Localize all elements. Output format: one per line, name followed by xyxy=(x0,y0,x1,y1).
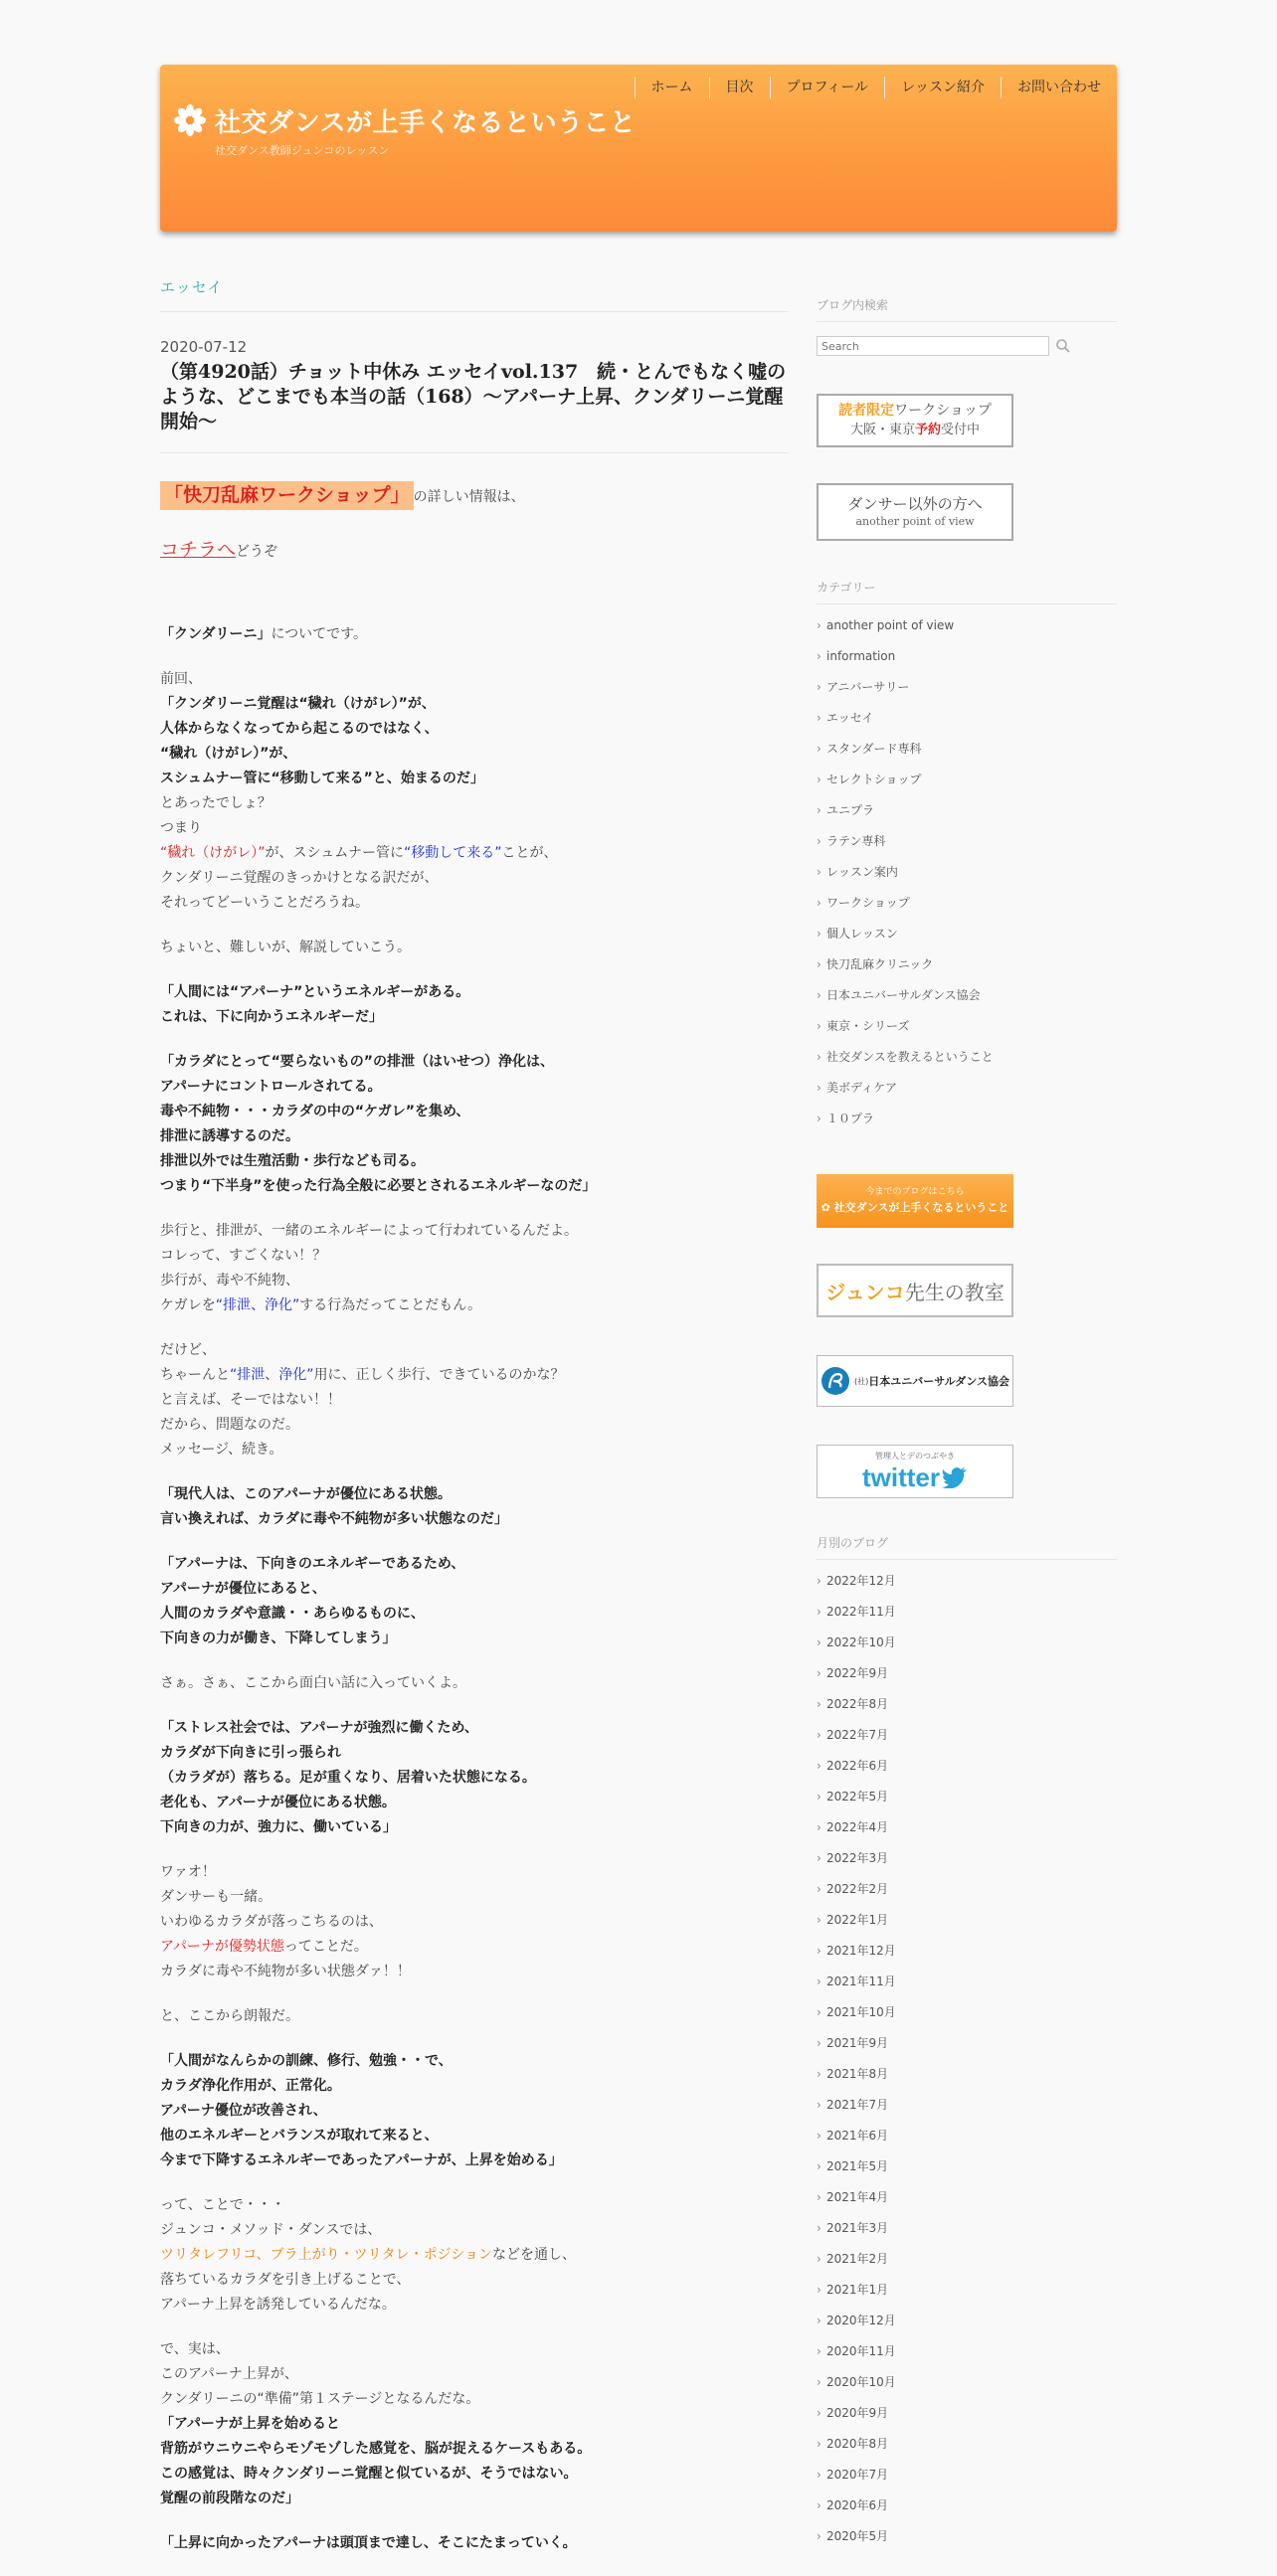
body-text: このアパーナ上昇が、 xyxy=(160,2366,298,2382)
site-header xyxy=(160,65,1117,232)
body-text: “穢れ（けがレ）”が、 xyxy=(160,746,297,762)
body-text: ジュンコ・メソッド・ダンスでは、 xyxy=(160,2222,382,2238)
category-item[interactable]: › アニバーサリー xyxy=(817,672,1117,703)
archive-item[interactable]: › 2021年4月 xyxy=(817,2182,1117,2213)
body-text: 用に、正しく歩行、できているのかな？ xyxy=(313,1367,565,1383)
banner-text: 管理人とデのつぶやき xyxy=(875,1452,955,1460)
body-text: （カラダが）落ちる。足が重くなり、居着いた状態になる。 xyxy=(160,1770,536,1786)
archive-item[interactable]: › 2021年10月 xyxy=(817,1997,1117,2028)
category-item[interactable]: › １０プラ xyxy=(817,1104,1117,1134)
category-item[interactable]: › information xyxy=(817,641,1117,672)
banner-text: (社) xyxy=(853,1376,869,1386)
body-text: 「アパーナが上昇を始めると xyxy=(160,2416,340,2432)
body-text: “排泄、浄化” xyxy=(230,1367,314,1383)
archive-item[interactable]: › 2020年6月 xyxy=(817,2490,1117,2521)
category-item[interactable]: › 個人レッスン xyxy=(817,919,1117,949)
body-text: 覚醒の前段階なのだ」 xyxy=(160,2490,299,2506)
body-text: 前回、 xyxy=(160,671,202,687)
body-text: する行為だってことだもん。 xyxy=(299,1297,482,1313)
archive-item[interactable]: › 2020年11月 xyxy=(817,2336,1117,2367)
category-item[interactable]: › 日本ユニバーサルダンス協会 xyxy=(817,980,1117,1011)
body-text: ワァオ！ xyxy=(160,1864,216,1880)
category-item[interactable]: › セレクトショップ xyxy=(817,765,1117,795)
body-text: これは、下に向かうエネルギーだ」 xyxy=(160,1009,383,1025)
archive-item[interactable]: › 2022年5月 xyxy=(817,1782,1117,1812)
category-title[interactable]: エッセイ xyxy=(160,278,224,296)
body-text: と言えば、そーではない！！ xyxy=(160,1392,341,1408)
body-text: と、ここから朗報だ。 xyxy=(160,2008,299,2024)
body-text: スシュムナー管に“移動して来る”と、始まるのだ」 xyxy=(160,771,484,786)
body-text: 「人間には“アパーナ”というエネルギーがある。 xyxy=(160,984,470,1000)
banner-text: 予約 xyxy=(914,423,941,437)
banner-text: 社交ダンスが上手くなるということ xyxy=(833,1201,1009,1214)
banner-text: 今までのブログはこちら xyxy=(865,1187,965,1197)
archive-item[interactable]: › 2021年3月 xyxy=(817,2213,1117,2244)
banner-text: ダンサー以外の方へ xyxy=(847,495,983,513)
body-text: 「現代人は、このアパーナが優位にある状態。 xyxy=(160,1486,452,1502)
archive-item[interactable]: › 2022年10月 xyxy=(817,1628,1117,1658)
nav-home[interactable]: ホーム xyxy=(635,77,709,98)
body-text: ってことだ。 xyxy=(283,1939,368,1955)
banner-text: twitter xyxy=(862,1462,940,1492)
body-text: つまり“下半身”を使った行為全般に必要とされるエネルギーなのだ」 xyxy=(160,1178,597,1194)
archive-item[interactable]: › 2022年6月 xyxy=(817,1751,1117,1782)
body-text: が、スシュムナー管に xyxy=(265,845,404,861)
body-text: アパーナにコントロールされてる。 xyxy=(160,1079,382,1095)
site-title[interactable]: 社交ダンスが上手くなるということ xyxy=(215,108,637,138)
nav-lessons[interactable]: レッスン紹介 xyxy=(884,77,1001,98)
body-text: 毒や不純物・・・カラダの中の“ケガレ”を集め、 xyxy=(160,1104,470,1119)
previous-blog-banner[interactable]: 今までのブログはこちら ✿ 社交ダンスが上手くなるということ xyxy=(817,1174,1013,1228)
body-text: 「クンダリーニ」 xyxy=(160,626,272,642)
body-text: この感覚は、時々クンダリーニ覚醒と似ているが、そうではない。 xyxy=(160,2466,578,2482)
flower-logo-icon xyxy=(174,104,206,136)
category-list xyxy=(817,610,1117,1134)
body-text: 歩行が、毒や不純物、 xyxy=(160,1273,299,1288)
archive-item[interactable]: › 2020年9月 xyxy=(817,2398,1117,2429)
archive-item[interactable]: › 2022年1月 xyxy=(817,1905,1117,1936)
body-text: 排泄以外では生殖活動・歩行なども司る。 xyxy=(160,1153,425,1169)
body-text: メッセージ、続き。 xyxy=(160,1442,283,1458)
body-text: ケガレを xyxy=(160,1297,216,1313)
body-text: カラダに毒や不純物が多い状態ダァ！！ xyxy=(160,1964,411,1979)
intro-text: どうぞ xyxy=(236,544,278,560)
junko-classroom-banner[interactable] xyxy=(817,1264,1013,1317)
body-text: ダンサーも一緒。 xyxy=(160,1889,273,1905)
post-body xyxy=(160,481,789,2556)
archive-item[interactable]: › 2021年2月 xyxy=(817,2244,1117,2275)
body-text: 落ちているカラダを引き上げることで、 xyxy=(160,2272,411,2288)
body-text: いわゆるカラダが落っこちるのは、 xyxy=(160,1914,383,1930)
body-text: 人間のカラダや意識・・あらゆるものに、 xyxy=(160,1606,425,1622)
category-item[interactable]: › another point of view xyxy=(817,610,1117,641)
body-text: クンダリーニの“準備”第１ステージとなるんだな。 xyxy=(160,2391,480,2407)
archive-item[interactable]: › 2021年12月 xyxy=(817,1936,1117,1967)
intro-text: の詳しい情報は、 xyxy=(413,489,525,505)
site-subtitle: 社交ダンス教師ジュンコのレッスン xyxy=(215,144,390,157)
search-form xyxy=(817,336,1117,356)
main-column xyxy=(160,276,789,2576)
body-text: つまり xyxy=(160,820,202,836)
category-item[interactable]: › 東京・シリーズ xyxy=(817,1011,1117,1042)
body-text: 老化も、アパーナが優位にある状態。 xyxy=(160,1795,396,1810)
body-text: アパーナが優位にあると、 xyxy=(160,1581,326,1597)
archive-item[interactable]: › 2020年5月 xyxy=(817,2521,1117,2552)
banner-text: another point of view xyxy=(855,515,975,528)
universal-dance-association-banner[interactable] xyxy=(817,1355,1013,1407)
body-text: で、実は、 xyxy=(160,2341,230,2357)
body-text: 他のエネルギーとバランスが取れて来ると、 xyxy=(160,2128,439,2144)
twitter-bird-icon xyxy=(942,1466,968,1488)
banner-text: ジュンコ xyxy=(825,1280,905,1304)
banner-text: 読者限定 xyxy=(838,403,895,419)
category-item[interactable]: › エッセイ xyxy=(817,703,1117,734)
association-logo-icon xyxy=(821,1366,850,1396)
body-text: 「アパーナは、下向きのエネルギーであるため、 xyxy=(160,1556,465,1572)
body-text: 「クンダリーニ覚醒は“穢れ（けがレ）”が、 xyxy=(160,696,436,712)
archive-item[interactable]: › 2021年11月 xyxy=(817,1967,1117,1997)
banner-text: ワークショップ xyxy=(894,403,992,419)
body-text: などを通し、 xyxy=(491,2247,576,2263)
banner-text: 受付中 xyxy=(941,423,981,437)
search-input[interactable] xyxy=(817,336,1049,356)
body-text: コレって、すごくない！？ xyxy=(160,1248,327,1264)
body-text: 「上昇に向かったアパーナは頭頂まで達し、そこにたまっていく。 xyxy=(160,2535,577,2551)
body-text: “穢れ（けがレ）” xyxy=(160,845,266,861)
body-text: ちょいと、難しいが、解説していこう。 xyxy=(160,940,411,955)
archive-item[interactable]: › 2022年2月 xyxy=(817,1874,1117,1905)
workshop-highlight: 「快刀乱麻ワークショップ」 xyxy=(160,481,414,510)
banner-text: 大阪・東京 xyxy=(849,423,915,437)
body-text: だから、問題なのだ。 xyxy=(160,1417,299,1433)
nav-profile[interactable]: プロフィール xyxy=(770,77,885,98)
archive-item[interactable]: › 2022年8月 xyxy=(817,1689,1117,1720)
archive-item[interactable]: › 2021年7月 xyxy=(817,2090,1117,2121)
body-text: アパーナが優勢状態 xyxy=(160,1939,284,1955)
body-text: 「人間がなんらかの訓練、修行、勉強・・で、 xyxy=(160,2053,453,2069)
category-item[interactable]: › 美ボディケア xyxy=(817,1073,1117,1104)
archive-item[interactable]: › 2022年3月 xyxy=(817,1843,1117,1874)
search-icon[interactable] xyxy=(1055,338,1071,354)
body-text: さぁ。さぁ、ここから面白い話に入っていくよ。 xyxy=(160,1675,466,1691)
nav-contact[interactable]: お問い合わせ xyxy=(1001,77,1117,98)
body-text: についてです。 xyxy=(271,626,368,642)
category-item[interactable]: › 快刀乱麻クリニック xyxy=(817,949,1117,980)
main-nav xyxy=(635,75,1117,100)
body-text: 「ストレス社会では、アパーナが強烈に働くため、 xyxy=(160,1720,478,1736)
body-text: 下向きの力が働き、下降してしまう」 xyxy=(160,1631,397,1646)
archive-item[interactable]: › 2022年11月 xyxy=(817,1597,1117,1628)
body-text: って、ことで・・・ xyxy=(160,2197,285,2213)
body-text: 排泄に誘導するのだ。 xyxy=(160,1128,299,1144)
post-date: 2020-07-12 xyxy=(160,338,248,356)
workshop-link[interactable]: コチラへ xyxy=(160,539,237,561)
body-text: アパーナ優位が改善され、 xyxy=(160,2103,327,2119)
archive-list xyxy=(817,1566,1117,2552)
twitter-banner[interactable] xyxy=(817,1445,1013,1498)
sidebar xyxy=(817,296,1117,2552)
body-text: 「カラダにとって“要らないもの”の排泄（はいせつ）浄化は、 xyxy=(160,1054,554,1070)
body-text: ちゃーんと xyxy=(160,1367,230,1383)
category-item[interactable]: › ラテン専科 xyxy=(817,826,1117,857)
body-text: 歩行と、排泄が、一緒のエネルギーによって行われているんだよ。 xyxy=(160,1223,578,1239)
archive-item[interactable]: › 2020年10月 xyxy=(817,2367,1117,2398)
archive-item[interactable]: › 2020年12月 xyxy=(817,2306,1117,2336)
archive-item[interactable]: › 2020年7月 xyxy=(817,2460,1117,2490)
archive-item[interactable]: › 2020年8月 xyxy=(817,2429,1117,2460)
category-item[interactable]: › ユニプラ xyxy=(817,795,1117,826)
archive-item[interactable]: › 2021年1月 xyxy=(817,2275,1117,2306)
archive-item[interactable]: › 2022年9月 xyxy=(817,1658,1117,1689)
body-text: “排泄、浄化” xyxy=(215,1297,300,1313)
archive-item[interactable]: › 2021年8月 xyxy=(817,2059,1117,2090)
banner-text: 日本ユニバーサルダンス協会 xyxy=(868,1375,1010,1388)
archive-item[interactable]: › 2022年12月 xyxy=(817,1566,1117,1597)
body-text: カラダが下向きに引っ張られ xyxy=(160,1745,341,1761)
archive-item[interactable]: › 2021年5月 xyxy=(817,2151,1117,2182)
body-text: だけど、 xyxy=(160,1342,216,1358)
post-title[interactable]: （第4920話）チョット中休み エッセイvol.137 続・とんでもなく嘘のような、どこまでも本当の話（168）～アパーナ上昇、クンダリーニ覚醒開始～ xyxy=(160,361,787,432)
body-text: ことが、 xyxy=(501,845,558,861)
body-text: 今まで下降するエネルギーであったアパーナが、上昇を始める」 xyxy=(160,2152,563,2168)
body-text: 背筋がウニウニやらモゾモゾした感覚を、脳が捉えるケースもある。 xyxy=(160,2441,592,2457)
category-item[interactable]: › 社交ダンスを教えるということ xyxy=(817,1042,1117,1073)
body-text: カラダ浄化作用が、正常化。 xyxy=(160,2078,341,2094)
banner-text: 先生の教室 xyxy=(904,1280,1004,1304)
divider xyxy=(160,452,789,453)
body-text: 人体からなくなってから起こるのではなく、 xyxy=(160,721,439,737)
archive-item[interactable]: › 2022年4月 xyxy=(817,1812,1117,1843)
nav-contents[interactable]: 目次 xyxy=(709,77,770,98)
body-text: 言い換えれば、カラダに毒や不純物が多い状態なのだ」 xyxy=(160,1511,508,1527)
divider xyxy=(160,311,789,312)
body-text: クンダリーニ覚醒のきっかけとなる訳だが、 xyxy=(160,870,439,886)
body-text: それってどーいうことだろうね。 xyxy=(160,895,369,911)
archive-item[interactable]: › 2022年7月 xyxy=(817,1720,1117,1751)
another-point-of-view-banner[interactable] xyxy=(817,483,1013,541)
search-heading: ブログ内検索 xyxy=(817,296,1117,322)
category-item[interactable]: › ワークショップ xyxy=(817,888,1117,919)
body-text: とあったでしょ？ xyxy=(160,795,272,811)
body-text: “移動して来る” xyxy=(403,845,502,861)
category-item[interactable]: › スタンダード専科 xyxy=(817,734,1117,765)
body-text: 下向きの力が、強力に、働いている」 xyxy=(160,1819,397,1835)
archive-item[interactable]: › 2021年9月 xyxy=(817,2028,1117,2059)
body-text: ツリタレフリコ、ブラ上がり・ツリタレ・ポジション xyxy=(160,2247,492,2263)
body-text: アパーナ上昇を誘発しているんだな。 xyxy=(160,2297,396,2313)
category-heading: カテゴリー xyxy=(817,579,1117,604)
archive-item[interactable]: › 2021年6月 xyxy=(817,2121,1117,2151)
category-item[interactable]: › レッスン案内 xyxy=(817,857,1117,888)
workshop-banner[interactable] xyxy=(817,394,1013,447)
archive-heading: 月別のブログ xyxy=(817,1534,1117,1560)
